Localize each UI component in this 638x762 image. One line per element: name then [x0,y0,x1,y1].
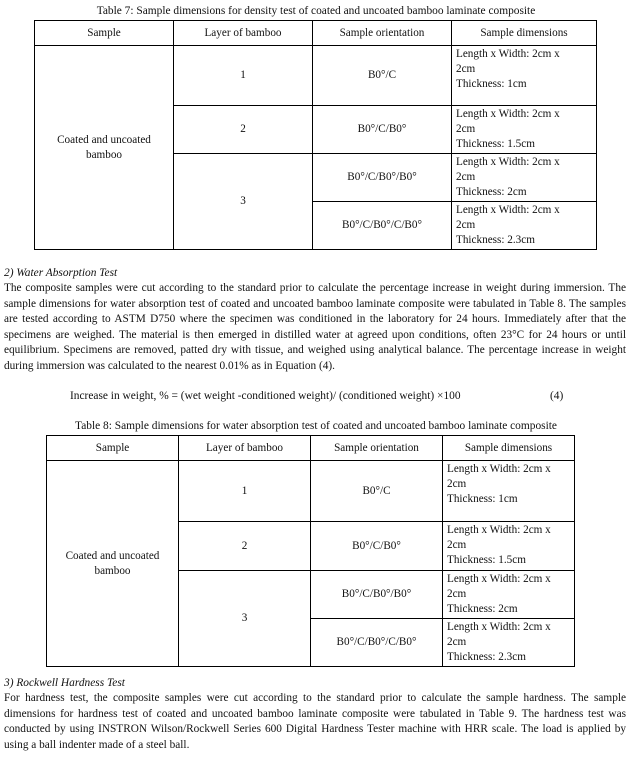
dimension-thickness: Thickness: 1cm [456,78,527,90]
dimension-thickness: Thickness: 1cm [447,493,518,505]
layer-cell: 1 [179,461,311,522]
table-header-row [35,21,597,46]
dimension-width-value: 2cm [456,171,476,183]
dimension-thickness: Thickness: 1.5cm [456,138,535,150]
dimension-length-width: Length x Width: 2cm x [456,108,560,120]
dimension-thickness: Thickness: 2.3cm [456,234,535,246]
dimensions-cell [443,461,575,522]
section-heading-water-absorption: 2) Water Absorption Test [4,267,118,279]
dimensions-cell [452,202,597,250]
header-orientation: Sample orientation [313,21,452,46]
layer-cell: 2 [174,106,313,154]
header-layer: Layer of bamboo [174,21,313,46]
layer-cell: 2 [179,522,311,571]
dimension-width-value: 2cm [447,478,467,490]
sample-cell [35,46,174,250]
table-row [47,461,575,522]
table-row [35,46,597,106]
orientation-cell: B0°/C/B0° [313,106,452,154]
equation-number: (4) [550,390,564,402]
dimension-length-width: Length x Width: 2cm x [456,156,560,168]
header-orientation: Sample orientation [311,436,443,461]
sample-label: Coated and uncoated bamboo [65,549,160,577]
dimension-length-width: Length x Width: 2cm x [456,204,560,216]
header-sample: Sample [47,436,179,461]
dimension-thickness: Thickness: 1.5cm [447,554,526,566]
layer-cell: 3 [174,154,313,250]
dimension-width-value: 2cm [447,636,467,648]
dimensions-cell [443,571,575,619]
rockwell-hardness-paragraph: For hardness test, the composite samples were cut according to the standard prior to calculate the sample hardness. The sample dimensions for hardness test of coated and uncoated bamboo laminate composite were tabulated in Table 9. The hardness test was conducted by using INSTRON Wilson/Rockwell Series 600 Digital Hardness Tester machine with HRR scale. The load is applied by using a ball indenter made of a steel ball. [4,692,626,751]
dimension-length-width: Length x Width: 2cm x [447,621,551,633]
orientation-cell: B0°/C [311,461,443,522]
dimensions-cell [443,522,575,571]
section-heading-rockwell-hardness: 3) Rockwell Hardness Test [4,677,125,689]
table7-caption: Table 7: Sample dimensions for density test of coated and uncoated bamboo laminate composite [96,5,536,17]
dimension-length-width: Length x Width: 2cm x [447,573,551,585]
dimensions-cell [443,619,575,667]
orientation-cell: B0°/C [313,46,452,106]
sample-cell [47,461,179,667]
equation: Increase in weight, % = (wet weight -conditioned weight)/ (conditioned weight) ×100 [70,390,461,402]
header-dimensions: Sample dimensions [452,21,597,46]
header-sample: Sample [35,21,174,46]
table8 [46,435,575,667]
dimensions-cell [452,154,597,202]
orientation-cell: B0°/C/B0° [311,522,443,571]
table8-caption: Table 8: Sample dimensions for water absorption test of coated and uncoated bamboo laminate composite [75,420,557,432]
dimension-thickness: Thickness: 2cm [456,186,527,198]
orientation-cell: B0°/C/B0°/B0° [313,154,452,202]
dimension-width-value: 2cm [456,219,476,231]
layer-cell: 3 [179,571,311,667]
dimension-length-width: Length x Width: 2cm x [447,524,551,536]
orientation-cell: B0°/C/B0°/C/B0° [311,619,443,667]
orientation-cell: B0°/C/B0°/C/B0° [313,202,452,250]
header-layer: Layer of bamboo [179,436,311,461]
dimensions-cell [452,46,597,106]
dimension-width-value: 2cm [447,588,467,600]
water-absorption-paragraph: The composite samples were cut according to the standard prior to calculate the percentage increase in weight during immersion. The sample dimensions for water absorption test of coated and uncoated bamboo laminate composite were tabulated in Table 8. The samples are tested according to ASTM D750 where the specimen was conditioned in the laboratory for 24 hours. Immediately after that the specimens are weighed. The material is then emerged in distilled water at agreed upon conditions, often 23°C for 24 hours or until equilibrium. Specimens are removed, patted dry with tissue, and weighed using analytical balance. The percentage increase in weight during immersion was calculated to the nearest 0.01% as in Equation (4). [4,282,626,372]
sample-label: Coated and uncoated bamboo [57,133,151,161]
dimension-thickness: Thickness: 2.3cm [447,651,526,663]
header-dimensions: Sample dimensions [443,436,575,461]
dimensions-cell [452,106,597,154]
dimension-length-width: Length x Width: 2cm x [447,463,551,475]
layer-cell: 1 [174,46,313,106]
dimension-width-value: 2cm [456,123,476,135]
dimension-width-value: 2cm [447,539,467,551]
dimension-length-width: Length x Width: 2cm x [456,48,560,60]
table-header-row [47,436,575,461]
table7 [34,20,597,250]
dimension-thickness: Thickness: 2cm [447,603,518,615]
dimension-width-value: 2cm [456,63,476,75]
orientation-cell: B0°/C/B0°/B0° [311,571,443,619]
